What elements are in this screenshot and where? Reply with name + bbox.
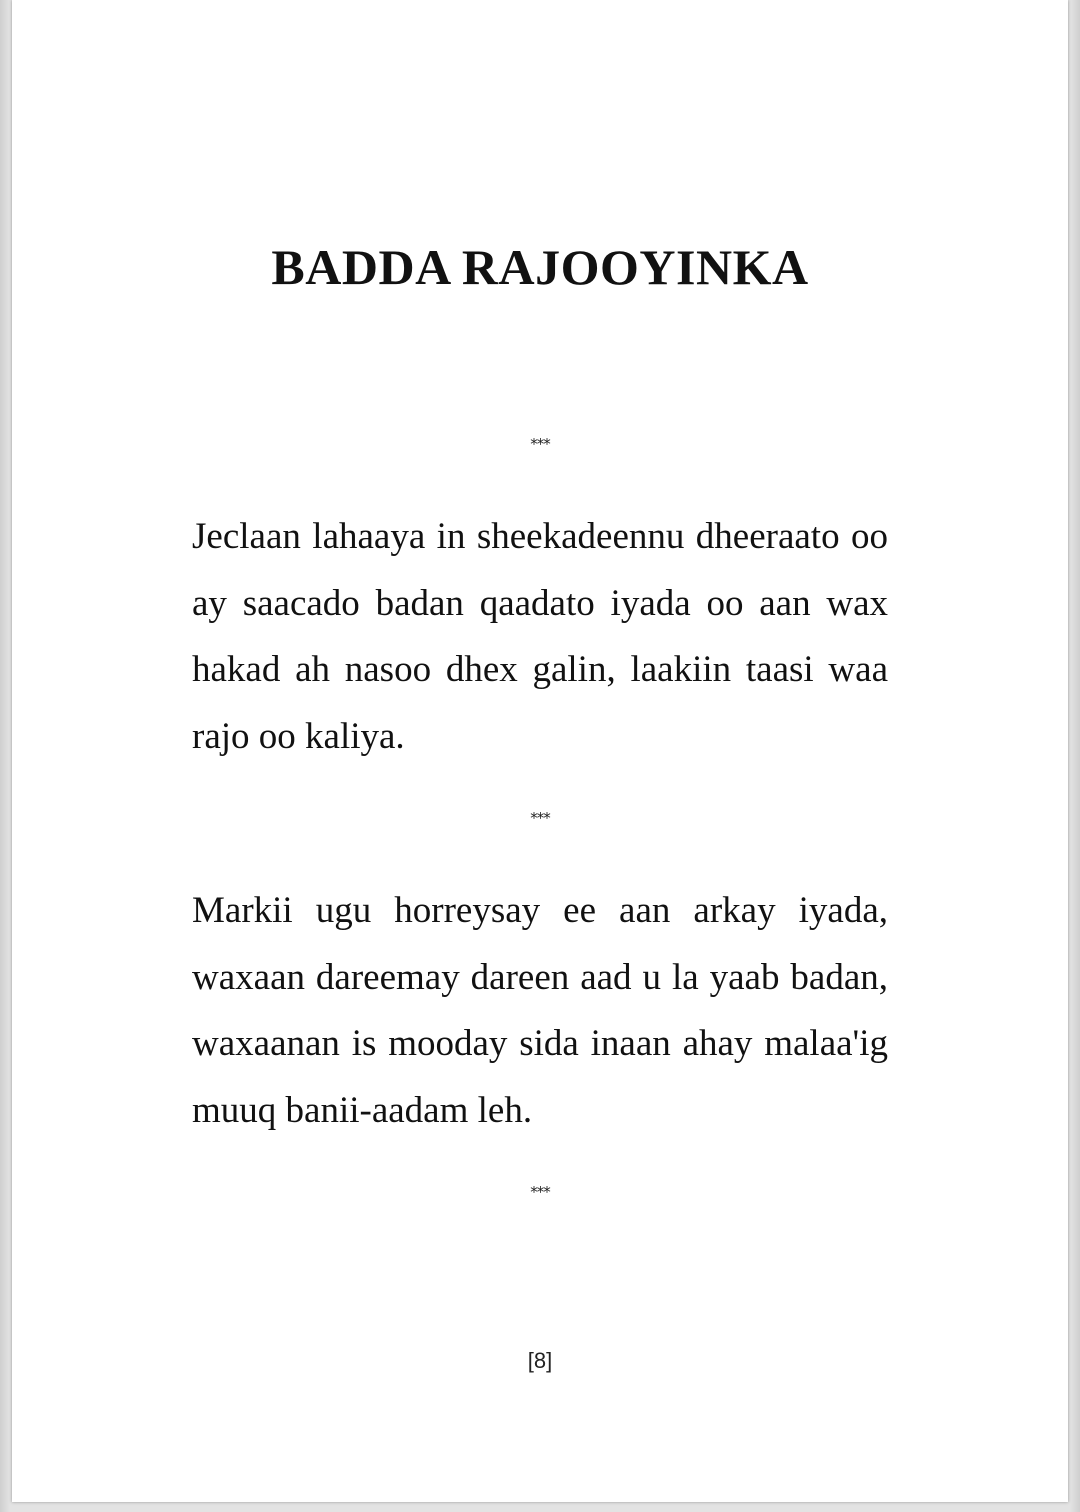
book-page	[12, 0, 1068, 1502]
page-title: BADDA RAJOOYINKA	[271, 239, 809, 295]
page-number: [8]	[527, 1348, 553, 1373]
section-separator: ***	[530, 1183, 550, 1201]
section-separator: ***	[530, 435, 550, 453]
paragraph-1: Jeclaan lahaaya in sheekadeennu dheeraato oo ay saacado badan qaadato iyada oo aan wax hakad ah nasoo dhex galin, laakiin taasi waa rajo oo kaliya.	[192, 516, 888, 757]
section-separator: ***	[530, 809, 550, 827]
paragraph-2: Markii ugu horreysay ee aan arkay iyada, waxaan dareemay dareen aad u la yaab badan, waxaanan is mooday sida inaan ahay malaa'ig muuq banii-aadam leh.	[192, 890, 888, 1131]
